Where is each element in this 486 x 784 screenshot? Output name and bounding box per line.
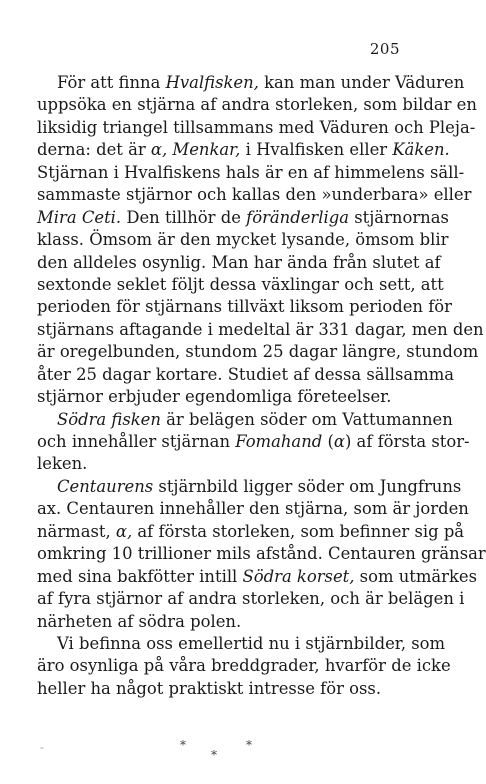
text-line xyxy=(37,139,450,161)
margin-mark: - xyxy=(40,741,44,754)
text-segment: är belägen söder om Vattumannen xyxy=(160,409,453,429)
text-segment: stjärnor erbjuder egendomliga företeelser. xyxy=(37,387,392,407)
italic-term: α, xyxy=(150,140,168,160)
text-segment: åter 25 dagar kortare. Studiet af dessa sällsamma xyxy=(37,364,455,384)
text-segment: i Hvalfisken eller xyxy=(240,140,393,160)
page-number: 205 xyxy=(369,40,400,58)
italic-term: α xyxy=(333,432,345,451)
text-line xyxy=(37,319,484,341)
text-segment: ) af första stor- xyxy=(344,432,470,451)
body-text xyxy=(37,72,486,700)
text-line xyxy=(37,341,479,363)
text-line xyxy=(37,386,432,408)
text-line xyxy=(37,678,432,700)
text-line xyxy=(37,94,477,116)
text-segment: ax. Centauren innehåller den stjärna, som är jorden xyxy=(37,499,469,519)
text-segment: och innehåller stjärnan xyxy=(37,432,236,451)
italic-term: Centaurens xyxy=(57,476,154,496)
text-segment: sextonde seklet följt dessa växlingar och sett, att xyxy=(37,274,444,294)
text-segment: är oregelbunden, stundom 25 dagar längre, stundom xyxy=(37,342,479,362)
text-line xyxy=(37,498,469,520)
text-segment: stjärnbild ligger söder om Jungfruns xyxy=(153,476,462,496)
text-segment: För att finna xyxy=(57,73,166,92)
italic-term: Fomahand xyxy=(235,432,323,451)
text-line xyxy=(37,162,465,184)
text-segment: med sina bakfötter intill xyxy=(37,566,243,586)
asterisk-ornament-right: * xyxy=(246,738,252,752)
text-segment: stjärnans aftagande i medeltal är 331 dagar, men den xyxy=(37,319,484,339)
text-line xyxy=(37,274,444,296)
text-segment: liksidig triangel tillsammans med Väduren och Pleja- xyxy=(37,117,476,137)
text-segment: den alldeles osynlig. Man har ända från slutet af xyxy=(37,252,441,272)
text-segment: derna: det är xyxy=(37,140,151,160)
text-line xyxy=(37,364,455,386)
text-line xyxy=(37,588,465,610)
asterism-ornament xyxy=(0,738,472,768)
text-line xyxy=(37,409,453,431)
text-segment: af fyra stjärnor af andra storleken, och är belägen i xyxy=(37,589,465,609)
text-line xyxy=(37,252,441,274)
asterisk-ornament-bottom: * xyxy=(211,748,217,762)
text-line xyxy=(37,633,446,655)
italic-term: Käken. xyxy=(392,140,450,160)
text-segment: Vi befinna oss emellertid nu i stjärnbilder, som xyxy=(57,633,446,653)
text-line xyxy=(37,72,465,94)
text-line xyxy=(37,207,449,229)
text-line xyxy=(37,476,462,498)
italic-term: Hvalfisken, xyxy=(165,73,259,92)
text-line xyxy=(37,543,486,565)
text-segment: äro osynliga på våra breddgrader, hvarför de icke xyxy=(37,656,451,676)
text-line xyxy=(37,431,470,453)
text-segment: som utmärkes xyxy=(354,566,478,586)
italic-term: Mira Ceti. xyxy=(37,207,122,227)
text-segment: sammaste stjärnor och kallas den »underbara» eller xyxy=(37,185,472,205)
text-segment: af första storleken, som befinner sig på xyxy=(132,521,465,541)
text-segment: perioden för stjärnans tillväxt liksom perioden för xyxy=(37,297,452,317)
text-segment: närheten af södra polen. xyxy=(37,611,242,631)
italic-term: α, xyxy=(115,521,133,541)
text-segment: heller ha något praktiskt intresse för oss. xyxy=(37,678,382,698)
text-segment: Den tillhör de xyxy=(121,207,247,227)
text-line xyxy=(37,296,452,318)
text-line xyxy=(37,611,432,633)
text-segment: leken. xyxy=(37,454,88,474)
text-segment: kan man under Väduren xyxy=(258,73,465,92)
text-segment: Stjärnan i Hvalfiskens hals är en af himmelens säll- xyxy=(37,162,465,182)
text-line xyxy=(37,229,449,251)
italic-term: Södra korset, xyxy=(242,566,355,586)
text-line xyxy=(37,453,432,475)
text-segment: klass. Ömsom är den mycket lysande, ömsom blir xyxy=(37,230,449,250)
text-line xyxy=(37,117,476,139)
text-line xyxy=(37,521,465,543)
text-line xyxy=(37,655,451,677)
text-segment: uppsöka en stjärna af andra storleken, som bildar en xyxy=(37,95,477,115)
text-segment: stjärnornas xyxy=(349,207,449,227)
text-segment: omkring 10 trillioner mils afstånd. Centauren gränsar xyxy=(37,544,486,564)
text-line xyxy=(37,566,478,588)
text-line xyxy=(37,184,472,206)
asterisk-ornament-left: * xyxy=(180,738,186,752)
text-segment: ( xyxy=(322,432,334,451)
text-segment: närmast, xyxy=(37,521,116,541)
italic-term: Menkar, xyxy=(172,140,241,160)
italic-term: Södra fisken xyxy=(57,409,161,429)
italic-term: föränderliga xyxy=(246,207,350,227)
